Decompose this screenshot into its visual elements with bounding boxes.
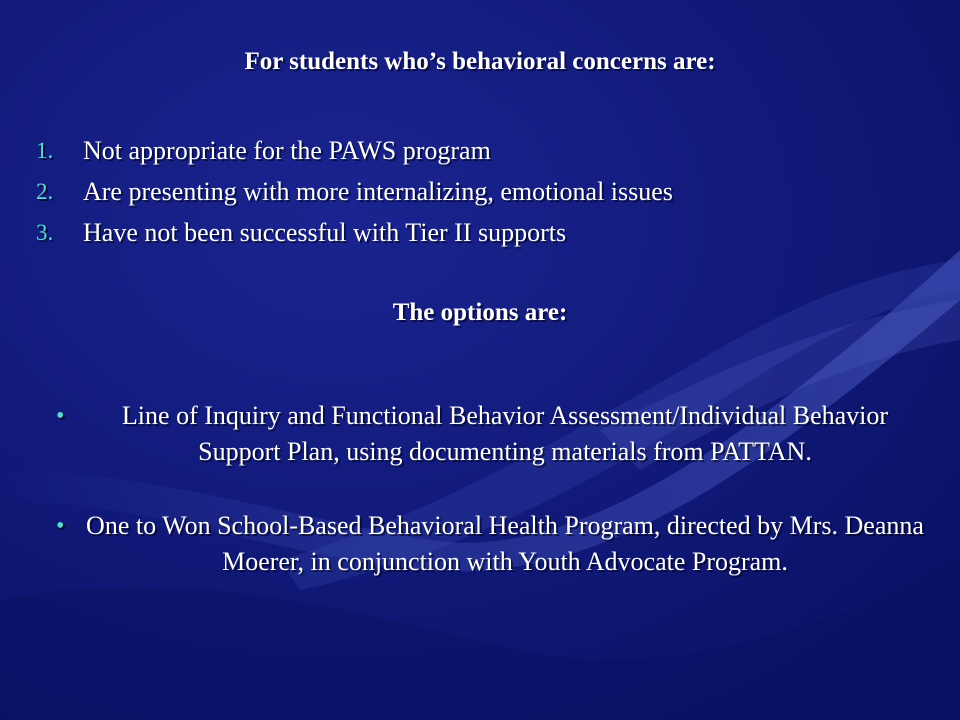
list-item-text: One to Won School-Based Behavioral Health Program, directed by Mrs. Deanna Moerer, in conjunction with Youth Advocate Program. — [86, 511, 924, 576]
list-number: 3. — [36, 220, 54, 245]
list-item — [36, 130, 936, 171]
list-number: 1. — [36, 138, 54, 163]
concerns-heading: For students who’s behavioral concerns are: — [244, 48, 716, 75]
list-item — [50, 508, 930, 580]
list-number: 2. — [36, 179, 54, 204]
list-item-text: Line of Inquiry and Functional Behavior Assessment/Individual Behavior Support Plan, using documenting materials from PATTAN. — [121, 401, 889, 466]
concerns-list — [36, 130, 936, 253]
list-item — [50, 398, 930, 470]
list-item — [36, 212, 936, 253]
options-list — [50, 398, 930, 618]
list-item-text: Not appropriate for the PAWS program — [83, 136, 491, 165]
list-item-text: Have not been successful with Tier II supports — [83, 218, 567, 247]
bullet-icon: • — [56, 403, 65, 429]
bullet-icon: • — [56, 513, 65, 539]
list-item — [36, 171, 936, 212]
options-heading: The options are: — [392, 299, 568, 326]
list-item-text: Are presenting with more internalizing, emotional issues — [83, 177, 673, 206]
